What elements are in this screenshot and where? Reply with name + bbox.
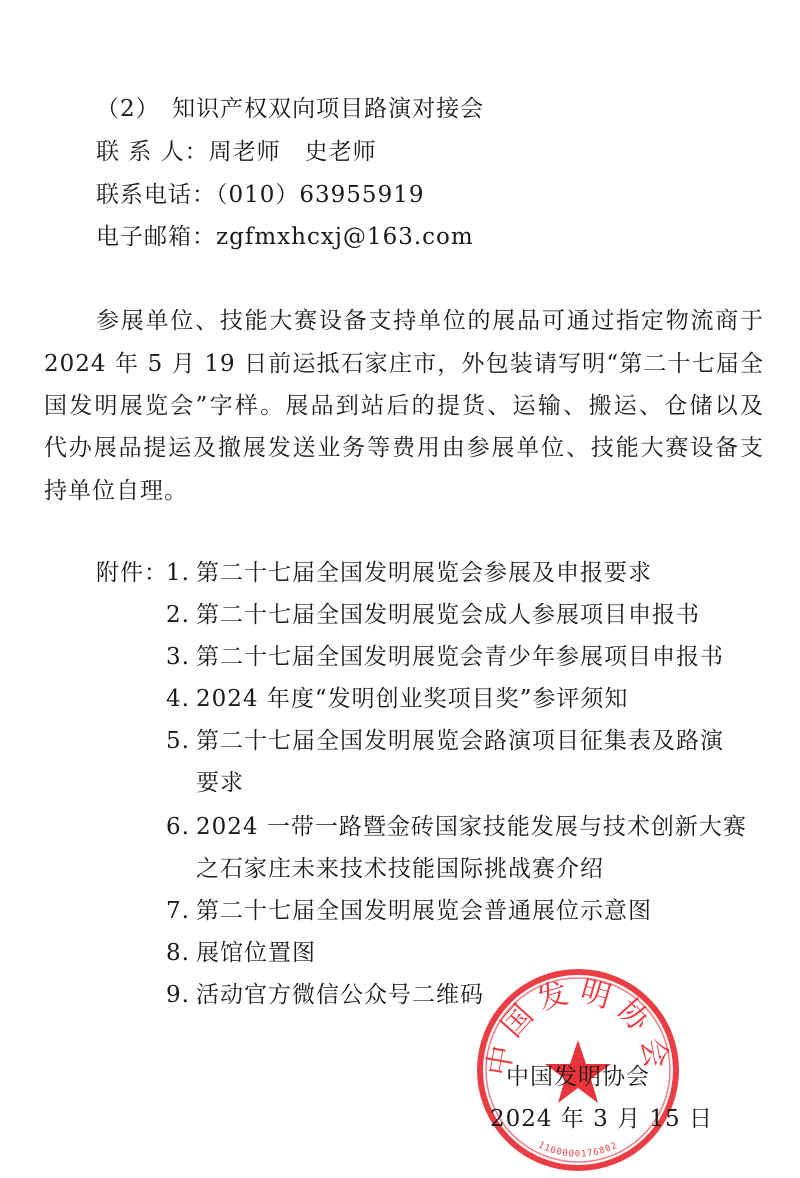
attachment-num-6: 6. (166, 814, 190, 840)
attachment-text-1: 第二十七届全国发明展览会参展及申报要求 (196, 560, 652, 586)
attachment-num-3: 3. (166, 644, 190, 670)
notice-line-5: 持单位自理。 (44, 478, 188, 504)
seal-serial: 1100000176802 (536, 1140, 620, 1160)
attachment-text-9: 活动官方微信公众号二维码 (196, 982, 484, 1008)
signature-org: 中国发明协会 (506, 1064, 650, 1090)
attachment-text-6b: 之石家庄未来技术技能国际挑战赛介绍 (196, 856, 604, 882)
contact-email: 电子邮箱：zgfmxhcxj@163.com (96, 224, 474, 250)
attachment-num-2: 2. (166, 602, 190, 628)
attachment-text-5a: 第二十七届全国发明展览会路演项目征集表及路演 (196, 728, 724, 754)
attachment-text-8: 展馆位置图 (196, 940, 316, 966)
attachments-label: 附件： (96, 560, 168, 586)
attachment-text-3: 第二十七届全国发明展览会青少年参展项目申报书 (196, 644, 724, 670)
attachment-text-4: 2024 年度“发明创业奖项目奖”参评须知 (196, 686, 629, 712)
notice-line-1: 参展单位、技能大赛设备支持单位的展品可通过指定物流商于 (96, 308, 764, 334)
notice-line-3: 国发明展览会”字样。展品到站后的提货、运输、搬运、仓储以及 (44, 393, 764, 419)
attachment-num-8: 8. (166, 940, 190, 966)
signature-date: 2024 年 3 月 15 日 (490, 1106, 713, 1132)
meeting-title: （2） 知识产权双向项目路演对接会 (96, 96, 485, 122)
attachment-num-1: 1. (166, 560, 190, 586)
notice-line-2: 2024 年 5 月 19 日前运抵石家庄市，外包装请写明“第二十七届全 (44, 351, 764, 377)
notice-line-4: 代办展品提运及撤展发送业务等费用由参展单位、技能大赛设备支 (44, 435, 764, 461)
attachment-num-5: 5. (166, 728, 190, 754)
seal-text: 中国发明协会 (481, 973, 675, 1079)
attachment-text-5b: 要求 (196, 770, 244, 796)
contact-phone: 联系电话：（010）63955919 (96, 182, 425, 208)
attachment-num-7: 7. (166, 898, 190, 924)
attachment-text-2: 第二十七届全国发明展览会成人参展项目申报书 (196, 602, 700, 628)
contact-person: 联 系 人：周老师 史老师 (96, 139, 377, 165)
attachment-text-6a: 2024 一带一路暨金砖国家技能发展与技术创新大赛 (196, 814, 747, 840)
attachment-num-4: 4. (166, 686, 190, 712)
attachment-num-9: 9. (166, 982, 190, 1008)
attachment-text-7: 第二十七届全国发明展览会普通展位示意图 (196, 898, 652, 924)
